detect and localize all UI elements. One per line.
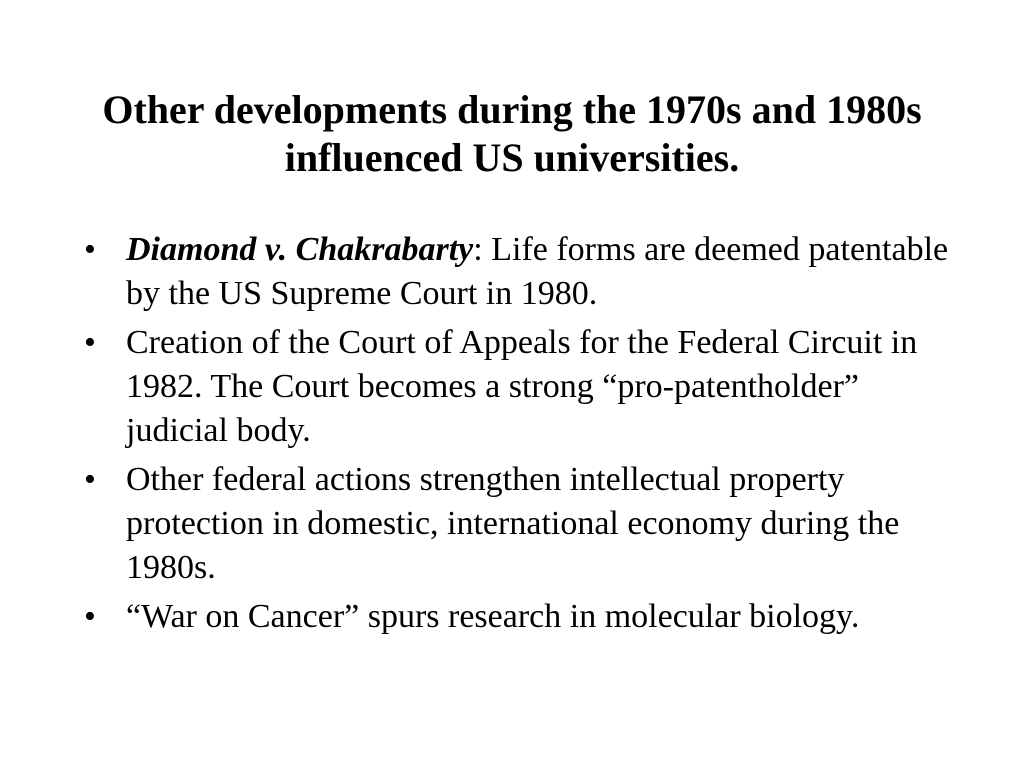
slide-title: Other developments during the 1970s and 1980s influenced US universities. — [102, 87, 922, 180]
bullet-icon: • — [84, 324, 96, 361]
case-name: Diamond v. Chakrabarty — [126, 231, 474, 268]
bullet-text: : Life forms are deemed patentable by the US Supreme Court in 1980. — [126, 231, 949, 312]
bullet-item-federal-circuit — [84, 321, 964, 453]
bullet-icon: • — [84, 461, 96, 498]
bullet-icon: • — [84, 231, 96, 268]
bullet-icon: • — [84, 598, 96, 635]
bullet-list — [84, 228, 964, 644]
bullet-text: “War on Cancer” spurs research in molecular biology. — [126, 598, 860, 635]
bullet-text: Creation of the Court of Appeals for the Federal Circuit in 1982. The Court becomes a strong “pro-patentholder” judicial body. — [126, 324, 918, 449]
bullet-item-federal-actions — [84, 458, 964, 590]
bullet-item-war-on-cancer — [84, 595, 964, 639]
bullet-text: Other federal actions strengthen intellectual property protection in domestic, international economy during the 1980s. — [126, 461, 900, 586]
bullet-item-diamond-v-chakrabarty — [84, 228, 964, 316]
